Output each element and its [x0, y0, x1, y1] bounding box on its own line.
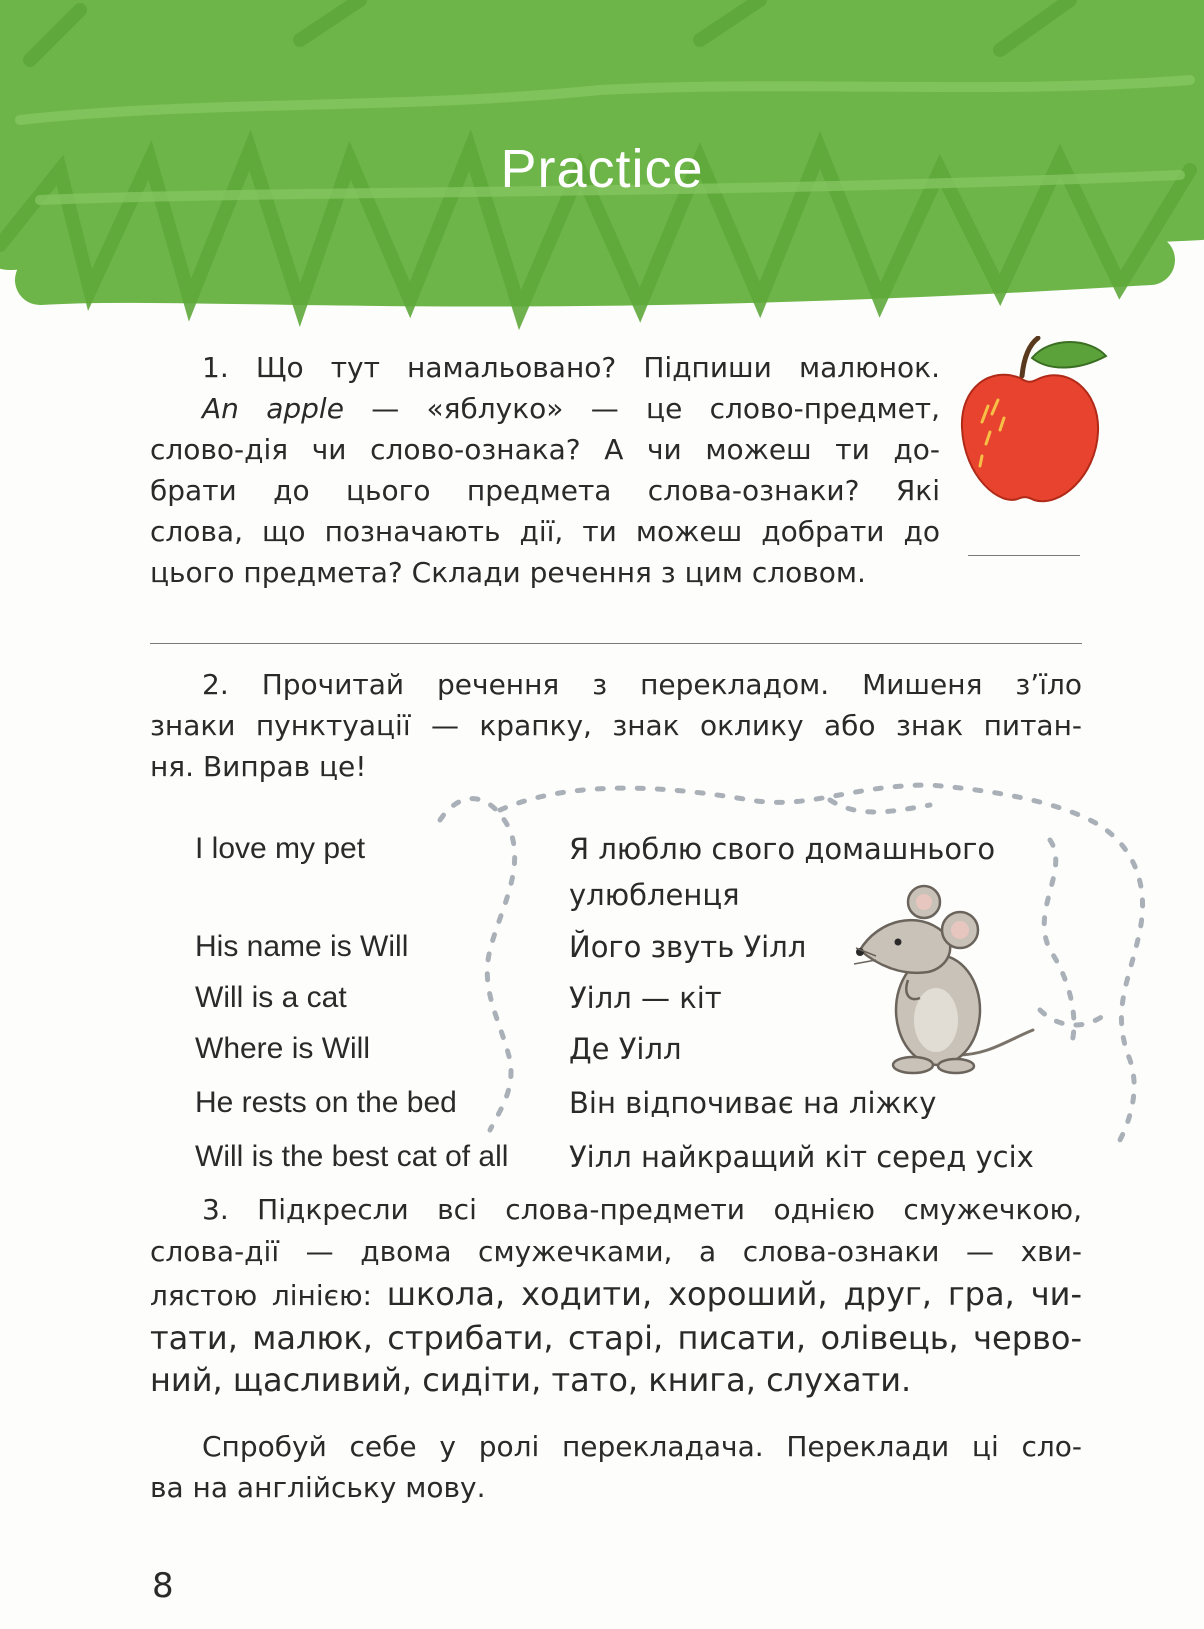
page-title: Practice: [500, 139, 704, 199]
task-3-line-2: слова-дії — двома смужечками, а слова-ознаки — хви-: [150, 1235, 1082, 1268]
sentence-uk-1: Я люблю свого домашнього улюбленця: [569, 832, 996, 912]
example-word: An apple: [202, 392, 344, 425]
task-1-line-3: слово-дія чи слово-ознака? А чи можеш ти до-: [150, 433, 940, 466]
page-number: 8: [152, 1566, 174, 1606]
apple-icon: [960, 336, 1110, 508]
task-2-line-1: 2. Прочитай речення з перекладом. Мишеня з’їло: [202, 668, 1082, 701]
sentence-uk-6: Уілл найкращий кіт серед усіх: [569, 1140, 1034, 1174]
task-3-text: [150, 1189, 1082, 1401]
sentence-uk-2: Його звуть Уілл: [569, 930, 807, 964]
task-3-line-4: тати, малюк, стрибати, старі, писати, олівець, черво-: [150, 1319, 1082, 1357]
sentence-uk-4: Де Уілл: [569, 1032, 682, 1066]
task-2-line-2: знаки пунктуації — крапку, знак оклику або знак питан-: [150, 709, 1082, 742]
answer-line: [150, 643, 1082, 644]
sentence-uk-3: Уілл — кіт: [569, 981, 722, 1015]
task-3-line-3: лястою лінією: школа, ходити, хороший, друг, гра, чи-: [150, 1275, 1082, 1313]
task-1-line-5: слова, що позначають дії, ти можеш добрати до: [150, 515, 940, 548]
word-list: школа, ходити, хороший, друг, гра, чи-: [386, 1275, 1082, 1313]
sentence-uk-5: Він відпочиває на ліжку: [569, 1086, 937, 1120]
sentence-en-6: Will is the best cat of all: [195, 1140, 509, 1173]
sentence-en-3: Will is a cat: [195, 981, 347, 1014]
sentence-en-2: His name is Will: [195, 930, 409, 963]
task-2-text: [150, 664, 1082, 787]
translate-line-2: ва на англійську мову.: [150, 1471, 486, 1504]
task-1-line-2: An apple — «яблуко» — це слово-предмет,: [202, 392, 941, 425]
translate-task-text: [150, 1426, 1082, 1508]
task-1-line-6: цього предмета? Склади речення з цим словом.: [150, 556, 866, 589]
mouse-icon: [848, 880, 1058, 1080]
sentence-en-4: Where is Will: [195, 1032, 371, 1065]
sentence-en-1: I love my pet: [195, 832, 366, 865]
sentence-en-5: He rests on the bed: [195, 1086, 457, 1119]
apple-caption-line: [968, 555, 1080, 556]
task-3-line-5: ний, щасливий, сидіти, тато, книга, слухати.: [150, 1361, 912, 1399]
task-3-line-1: 3. Підкресли всі слова-предмети однією смужечкою,: [202, 1193, 1082, 1226]
task-2-line-3: ня. Виправ це!: [150, 750, 367, 783]
translate-line-1: Спробуй себе у ролі перекладача. Переклади ці сло-: [202, 1430, 1082, 1463]
task-1-text: [150, 347, 940, 593]
task-1-line-4: брати до цього предмета слова-ознаки? Які: [150, 474, 940, 507]
task-1-line-1: 1. Що тут намальовано? Підпиши малюнок.: [202, 351, 940, 384]
